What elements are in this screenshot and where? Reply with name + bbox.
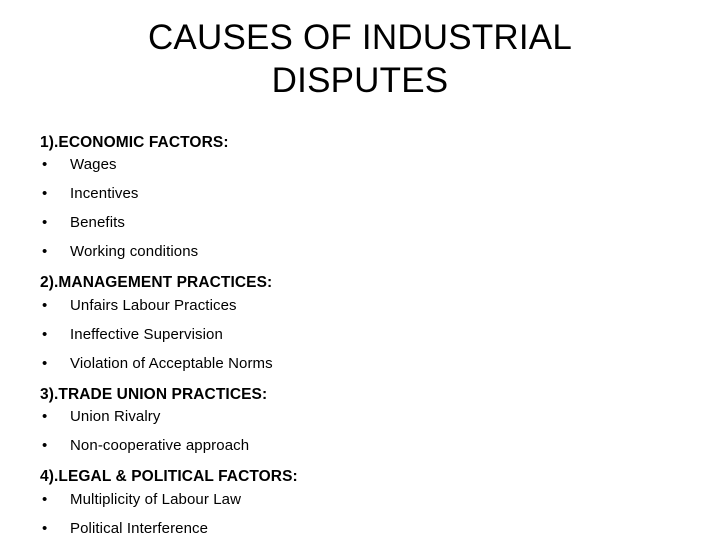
section-heading: 1).ECONOMIC FACTORS: (40, 133, 229, 151)
bullet-icon: • (42, 408, 48, 426)
list-item-label: Wages (70, 156, 117, 174)
list-item-label: Political Interference (70, 519, 209, 537)
list-item (40, 438, 680, 463)
list-item-label: Ineffective Supervision (70, 325, 223, 343)
bullet-icon: • (42, 156, 48, 174)
section-legal-political-factors (40, 463, 680, 546)
section-economic-factors (40, 129, 680, 270)
section-heading: 2).MANAGEMENT PRACTICES: (40, 274, 273, 292)
list-item (40, 244, 680, 269)
bullet-list (40, 157, 680, 269)
section-management-practices (40, 269, 680, 381)
list-item (40, 298, 680, 327)
list-item (40, 521, 680, 546)
list-item (40, 356, 680, 381)
list-item-label: Multiplicity of Labour Law (70, 490, 242, 508)
bullet-list (40, 298, 680, 381)
list-item-label: Violation of Acceptable Norms (70, 354, 273, 372)
list-item (40, 157, 680, 186)
section-heading: 4).LEGAL & POLITICAL FACTORS: (40, 468, 298, 486)
list-item (40, 492, 680, 521)
bullet-list (40, 409, 680, 463)
bullet-icon: • (42, 490, 48, 508)
bullet-icon: • (42, 325, 48, 343)
slide-content (0, 129, 720, 546)
section-heading: 3).TRADE UNION PRACTICES: (40, 385, 268, 403)
bullet-icon: • (42, 354, 48, 372)
list-item-label: Benefits (70, 214, 125, 232)
list-item (40, 327, 680, 356)
list-item (40, 215, 680, 244)
bullet-icon: • (42, 214, 48, 232)
list-item (40, 186, 680, 215)
bullet-icon: • (42, 185, 48, 203)
list-item-label: Unfairs Labour Practices (70, 296, 237, 314)
list-item-label: Incentives (70, 185, 139, 203)
list-item-label: Non-cooperative approach (70, 437, 250, 455)
list-item-label: Union Rivalry (70, 408, 161, 426)
bullet-icon: • (42, 296, 48, 314)
bullet-list (40, 492, 680, 546)
page-title: CAUSES OF INDUSTRIAL DISPUTES (147, 18, 573, 101)
bullet-icon: • (42, 243, 48, 261)
section-trade-union-practices (40, 381, 680, 464)
bullet-icon: • (42, 437, 48, 455)
list-item (40, 409, 680, 438)
bullet-icon: • (42, 519, 48, 537)
list-item-label: Working conditions (70, 243, 199, 261)
